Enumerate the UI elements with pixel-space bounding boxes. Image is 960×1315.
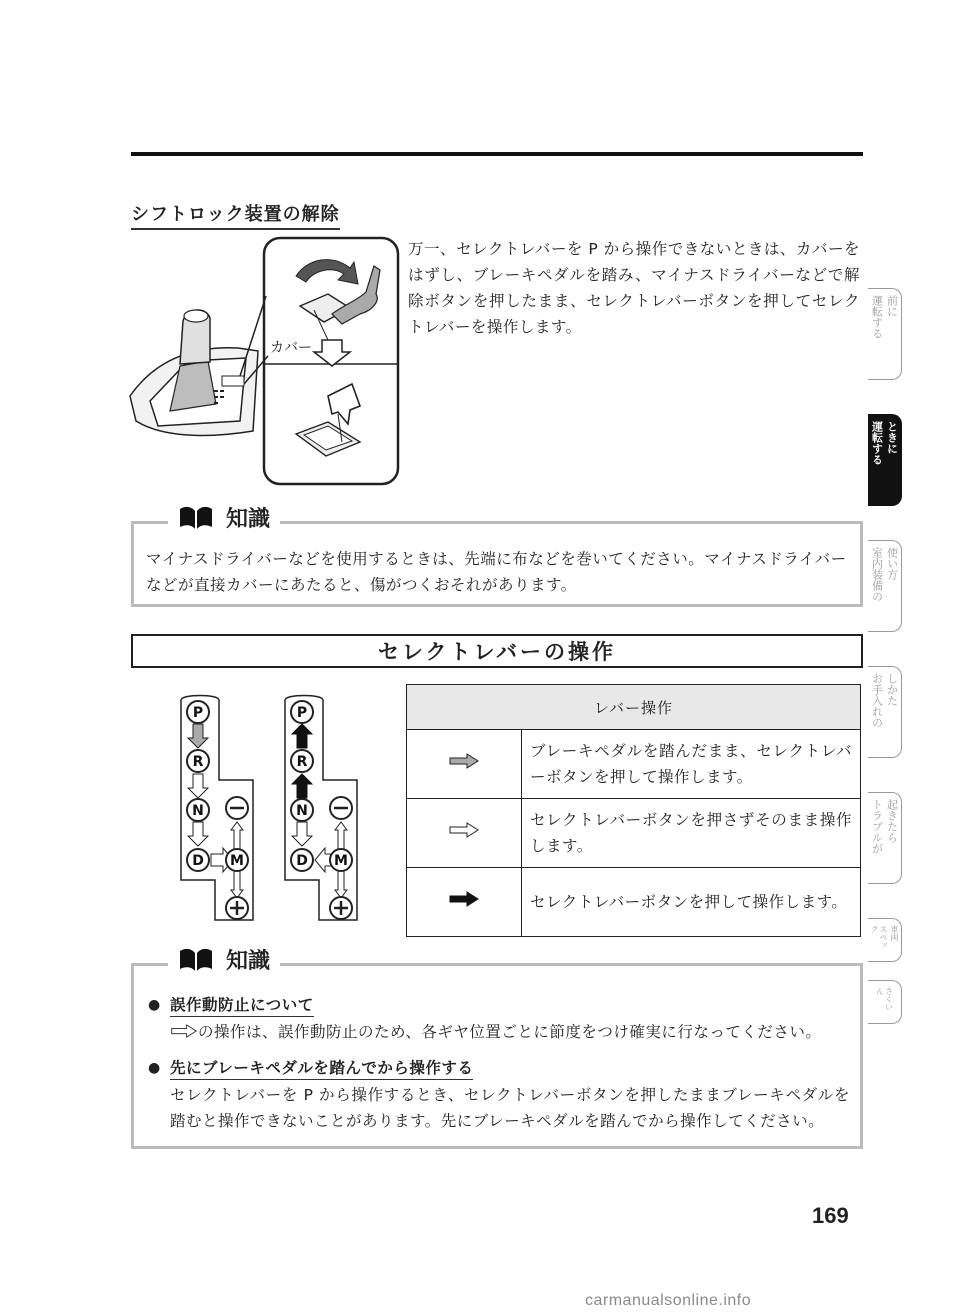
white-arrow-icon bbox=[170, 1024, 198, 1038]
gate-diagram-left bbox=[181, 696, 253, 921]
tab-index[interactable]: さくいん bbox=[868, 980, 902, 1024]
section-title-select-lever: セレクトレバーの操作 bbox=[131, 634, 863, 668]
gate-letter-m: M bbox=[230, 853, 244, 869]
info-text: マイナスドライバーなどを使用するときは、先端に布などを巻いてください。マイナスドライバーなどが直接カバーにあたると、傷がつくおそれがあります。 bbox=[146, 550, 847, 594]
gate-letter-d: D bbox=[296, 853, 308, 869]
info-box-knowledge-2 bbox=[131, 949, 863, 1149]
tab-before-driving[interactable]: 運転する 前に bbox=[868, 288, 902, 380]
section-title-shift-lock: シフトロック装置の解除 bbox=[131, 200, 340, 230]
item-title: 先にブレーキペダルを踏んでから操作する bbox=[170, 1057, 473, 1080]
bullet-icon: ● bbox=[148, 1060, 161, 1076]
table-row-text: セレクトレバーボタンを押して操作します。 bbox=[522, 868, 861, 937]
gate-letter-m: M bbox=[334, 853, 348, 869]
item-text: セレクトレバーを P から操作するとき、セレクトレバーボタンを押したままブレーキペダルを踏むと操作できないことがあります。先にブレーキペダルを踏んでから操作してください。 bbox=[170, 1086, 850, 1130]
lever-operation-table bbox=[406, 684, 861, 937]
list-item bbox=[148, 992, 850, 1045]
gate-letter-r: R bbox=[192, 754, 204, 770]
book-icon bbox=[178, 947, 214, 973]
list-item bbox=[148, 1055, 850, 1134]
table-row-text: セレクトレバーボタンを押さずそのまま操作します。 bbox=[522, 799, 861, 868]
info-label: 知識 bbox=[226, 949, 271, 974]
top-rule bbox=[131, 152, 863, 156]
table-row bbox=[407, 868, 861, 937]
page-number: 169 bbox=[812, 1203, 849, 1228]
table-header: レバー操作 bbox=[407, 685, 861, 730]
table-row-text: ブレーキペダルを踏んだまま、セレクトレバーボタンを押して操作します。 bbox=[522, 730, 861, 799]
gate-letter-p: P bbox=[192, 705, 204, 721]
gray-arrow-icon bbox=[449, 753, 479, 769]
shift-lock-intro: 万一、セレクトレバーを P から操作できないときは、カバーをはずし、ブレーキペダルを踏み、マイナスドライバーなどで解除ボタンを押したまま、セレクトレバーボタンを押してセレクトレバーを操作します。 bbox=[408, 240, 860, 336]
info-header bbox=[168, 502, 280, 533]
bullet-icon: ● bbox=[148, 997, 161, 1013]
tab-trouble[interactable]: トラブルが 起きたら bbox=[868, 792, 902, 884]
watermark: carmanualsonline.info bbox=[585, 1292, 752, 1309]
tab-while-driving[interactable]: 運転する ときに bbox=[868, 414, 902, 506]
item-title: 誤作動防止について bbox=[170, 994, 314, 1017]
tab-specs[interactable]: スペック 車両 bbox=[868, 918, 902, 962]
white-arrow-icon bbox=[449, 822, 479, 838]
gate-letter-n: N bbox=[192, 803, 204, 819]
table-row bbox=[407, 799, 861, 868]
table-row bbox=[407, 730, 861, 799]
gate-diagram-right bbox=[285, 696, 357, 921]
shift-gate-figure bbox=[175, 690, 375, 925]
info-header bbox=[168, 944, 280, 975]
gate-letter-p: P bbox=[296, 705, 308, 721]
tab-interior[interactable]: 室内装備の 使い方 bbox=[868, 540, 902, 632]
cover-label: カバー bbox=[270, 340, 312, 356]
book-icon bbox=[178, 505, 214, 531]
tab-care[interactable]: お手入れの しかた bbox=[868, 666, 902, 758]
item-text: の操作は、誤作動防止のため、各ギヤ位置ごとに節度をつけ確実に行なってください。 bbox=[198, 1023, 822, 1041]
black-arrow-icon bbox=[449, 891, 479, 907]
gate-letter-r: R bbox=[296, 754, 308, 770]
gate-letter-d: D bbox=[192, 853, 204, 869]
info-box-knowledge-1 bbox=[131, 507, 863, 607]
gate-letter-n: N bbox=[296, 803, 308, 819]
info-label: 知識 bbox=[226, 507, 271, 532]
shift-lock-figure bbox=[128, 236, 403, 488]
